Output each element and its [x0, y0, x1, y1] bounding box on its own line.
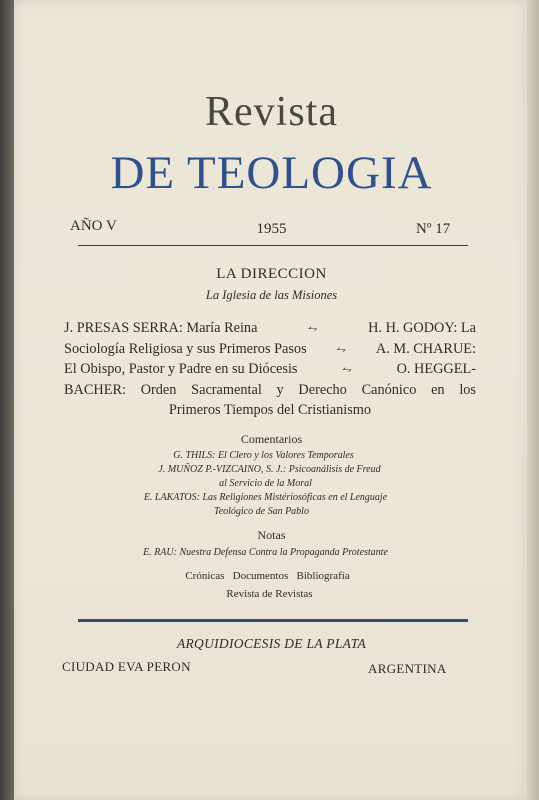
article-text: H. H. GODOY: La	[368, 320, 476, 336]
article-line	[64, 318, 476, 339]
lead-author: LA DIRECCION	[216, 266, 327, 282]
lead-title: La Iglesia de las Misiones	[205, 288, 338, 302]
separator-mark: ⥊	[342, 362, 352, 376]
city: CIUDAD EVA PERON	[62, 659, 191, 674]
article-text: J. PRESAS SERRA: María Reina	[64, 320, 258, 336]
footer-rule	[78, 619, 468, 622]
comentario-item: G. THILS: El Clero y los Valores Temporales	[173, 450, 354, 461]
notas-label: Notas	[257, 528, 286, 542]
article-line	[64, 339, 476, 360]
header-rule	[78, 245, 468, 246]
nota-item: E. RAU: Nuestra Defensa Contra la Propaganda Protestante	[143, 547, 388, 558]
separator-mark: ⥊	[336, 341, 347, 356]
comentario-item: al Servicio de la Moral	[219, 478, 312, 489]
comentario-item: E. LAKATOS: Las Religiones Mistériosóficas en el Lenguaje	[143, 492, 388, 503]
comentario-item: Teológico de San Pablo	[214, 506, 309, 517]
year-label: AÑO V	[70, 218, 117, 234]
sections-line: Crónicas Documentos Bibliografía	[185, 570, 350, 582]
article-line	[64, 359, 476, 380]
separator-mark: ⥊	[307, 321, 318, 335]
articles-block	[64, 318, 476, 421]
article-text: Sociología Religiosa y sus Primeros Pasos	[64, 340, 307, 357]
magazine-cover	[14, 0, 529, 800]
year-value: 1955	[256, 221, 287, 237]
issue-number: Nº 17	[416, 221, 451, 237]
country: ARGENTINA	[368, 661, 447, 676]
article-text: El Obispo, Pastor y Padre en su Diócesis	[64, 361, 298, 377]
article-line: Primeros Tiempos del Cristianismo	[168, 402, 372, 418]
title-revista: Revista	[205, 89, 338, 135]
comentarios-label: Comentarios	[240, 432, 303, 446]
article-text: O. HEGGEL-	[396, 361, 476, 377]
article-line: BACHER: Orden Sacramental y Derecho Canónico en los	[64, 381, 476, 398]
title-de-teologia: DE TEOLOGIA	[110, 147, 433, 199]
comentario-item: J. MUÑOZ P.-VIZCAINO, S. J.: Psicoanálisis de Freud	[158, 464, 381, 475]
publisher: ARQUIDIOCESIS DE LA PLATA	[176, 636, 367, 651]
article-text: A. M. CHARUE:	[375, 340, 476, 357]
page-edge	[527, 0, 539, 800]
sections-line-2: Revista de Revistas	[226, 588, 313, 600]
